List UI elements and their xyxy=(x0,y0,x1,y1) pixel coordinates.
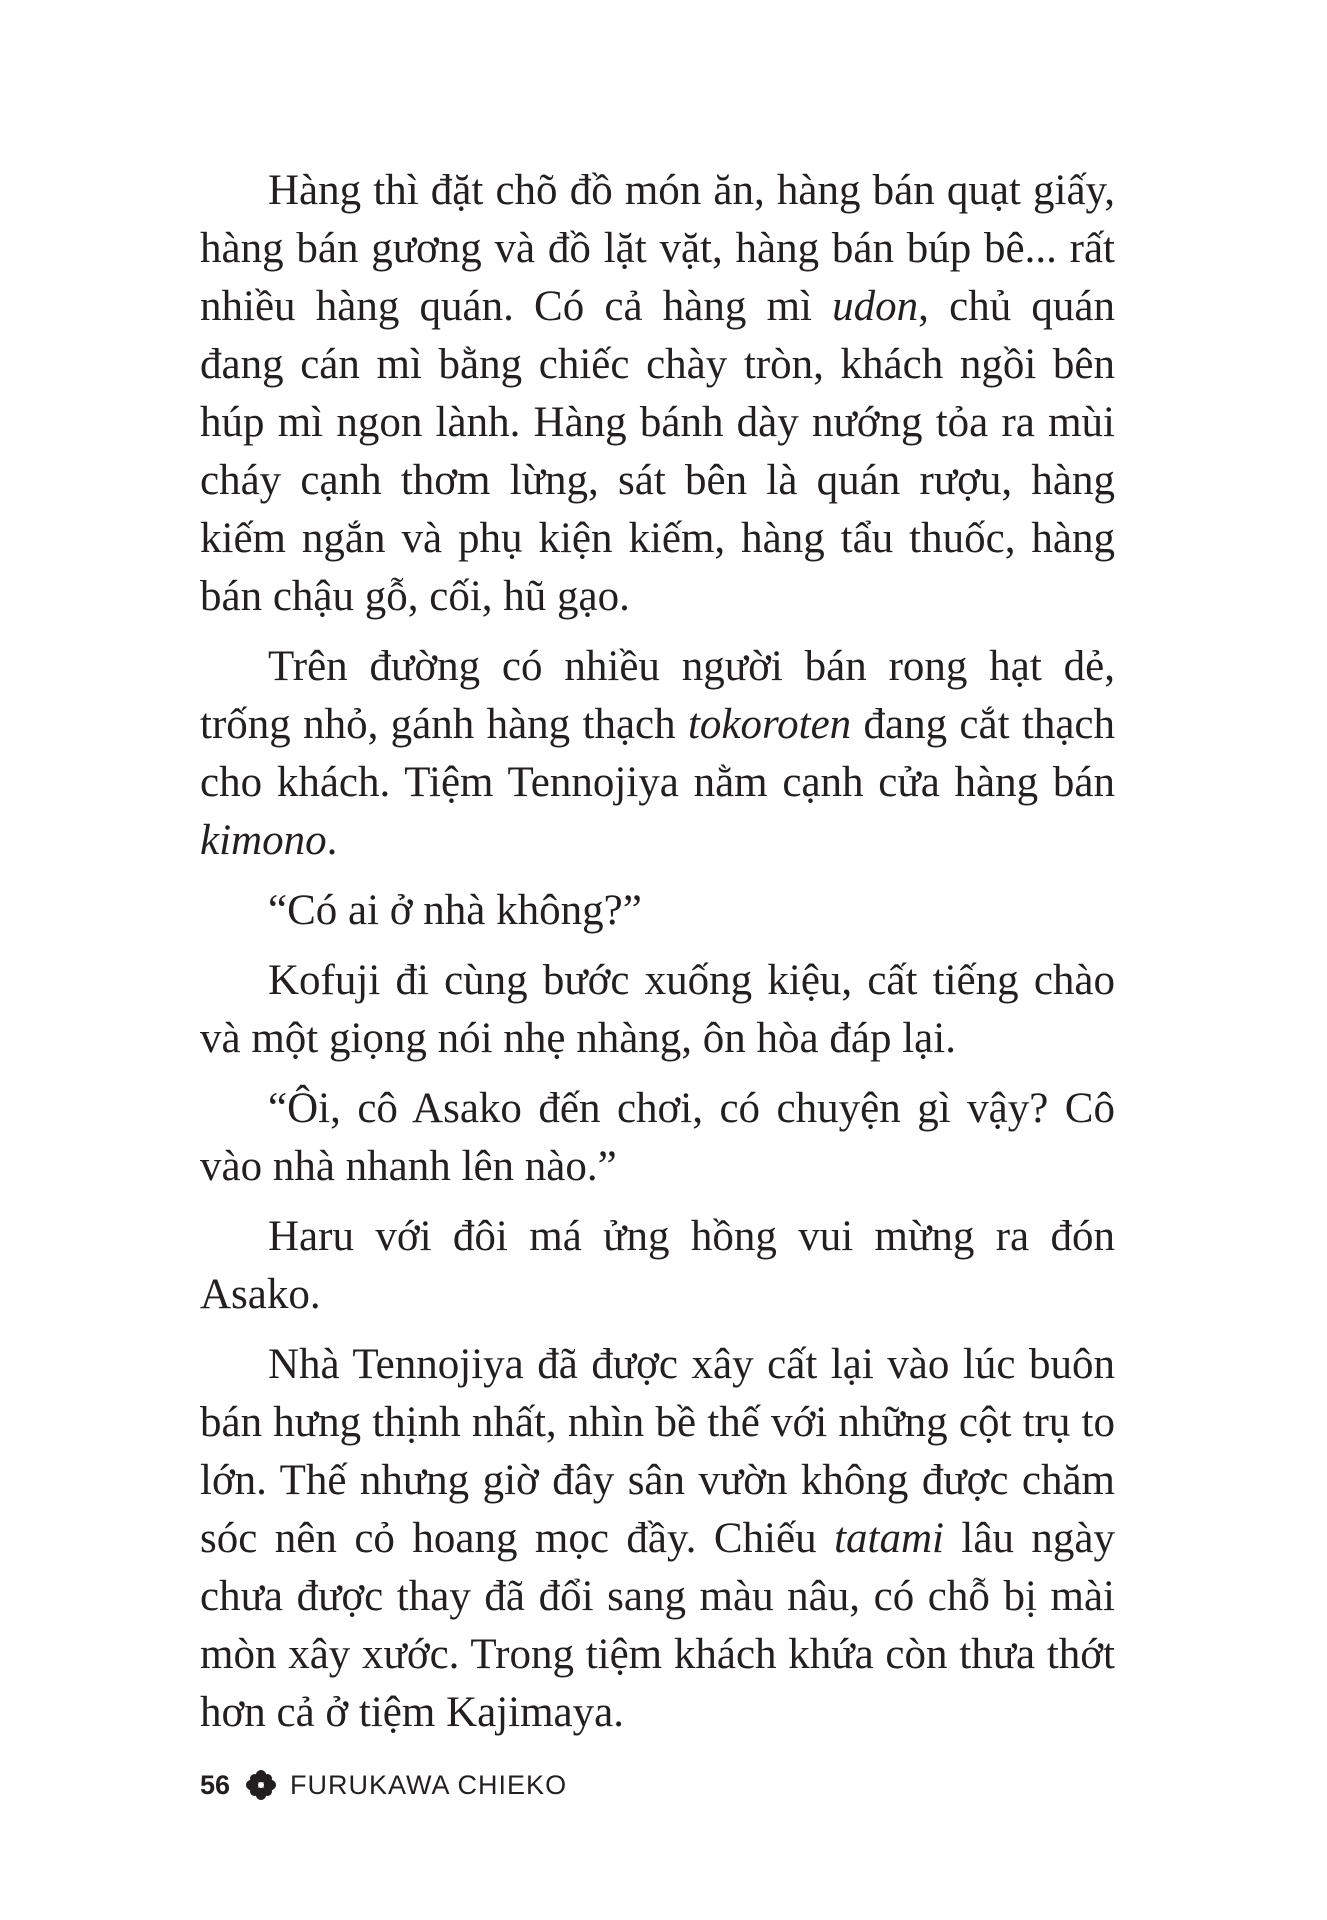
italic-term: tatami xyxy=(834,1515,944,1562)
dialogue-line: “Ôi, cô Asako đến chơi, có chuyện gì vậy? Cô vào nhà nhanh lên nào.” xyxy=(200,1085,1115,1190)
text-segment: Hàng thì đặt chõ đồ món ăn, hàng bán quạt giấy, hàng bán gương và đồ lặt vặt, hàng bán búp bê... rất nhiều hàng quán. Có cả hàng mì xyxy=(200,167,1115,330)
text-segment: . xyxy=(326,817,338,864)
text-segment: , chủ quán đang cán mì bằng chiếc chày tròn, khách ngồi bên húp mì ngon lành. Hàng bánh dày nướng tỏa ra mùi cháy cạnh thơm lừng, sát bên là quán rượu, hàng kiếm ngắn và phụ kiện kiếm, hàng tẩu thuốc, hàng bán chậu gỗ, cối, hũ gạo. xyxy=(200,283,1115,620)
paragraph xyxy=(200,1336,1115,1742)
italic-term: tokoroten xyxy=(687,701,852,748)
paragraph xyxy=(200,1208,1115,1324)
flower-icon xyxy=(244,1768,278,1802)
paragraph xyxy=(200,882,1115,940)
page-number: 56 xyxy=(200,1769,231,1800)
italic-term: kimono xyxy=(200,817,327,864)
italic-term: udon xyxy=(832,283,919,330)
text-segment: Trên đường có nhiều người bán rong hạt dẻ, trống nhỏ, gánh hàng thạch xyxy=(200,643,1115,748)
text-segment: Nhà Tennojiya đã được xây cất lại vào lúc buôn bán hưng thịnh nhất, nhìn bề thế với những cột trụ to lớn. Thế nhưng giờ đây sân vườn không được chăm sóc nên cỏ hoang mọc đầy. Chiếu xyxy=(200,1341,1115,1562)
text-segment: lâu ngày chưa được thay đã đổi sang màu nâu, có chỗ bị mài mòn xây xước. Trong tiệm khách khứa còn thưa thớt hơn cả ở tiệm Kajimaya. xyxy=(200,1515,1115,1736)
text-segment: đang cắt thạch cho khách. Tiệm Tennojiya nằm cạnh cửa hàng bán xyxy=(200,701,1115,806)
dialogue-line: “Có ai ở nhà không?” xyxy=(268,887,642,934)
paragraph xyxy=(200,1080,1115,1196)
text-segment: Haru với đôi má ửng hồng vui mừng ra đón Asako. xyxy=(200,1213,1115,1318)
paragraph xyxy=(200,952,1115,1068)
page-footer xyxy=(200,1765,567,1805)
body-text xyxy=(200,162,1115,1754)
paragraph xyxy=(200,638,1115,870)
author-name: FURUKAWA CHIEKO xyxy=(290,1769,568,1800)
text-segment: Kofuji đi cùng bước xuống kiệu, cất tiếng chào và một giọng nói nhẹ nhàng, ôn hòa đáp lại. xyxy=(200,957,1115,1062)
paragraph xyxy=(200,162,1115,626)
